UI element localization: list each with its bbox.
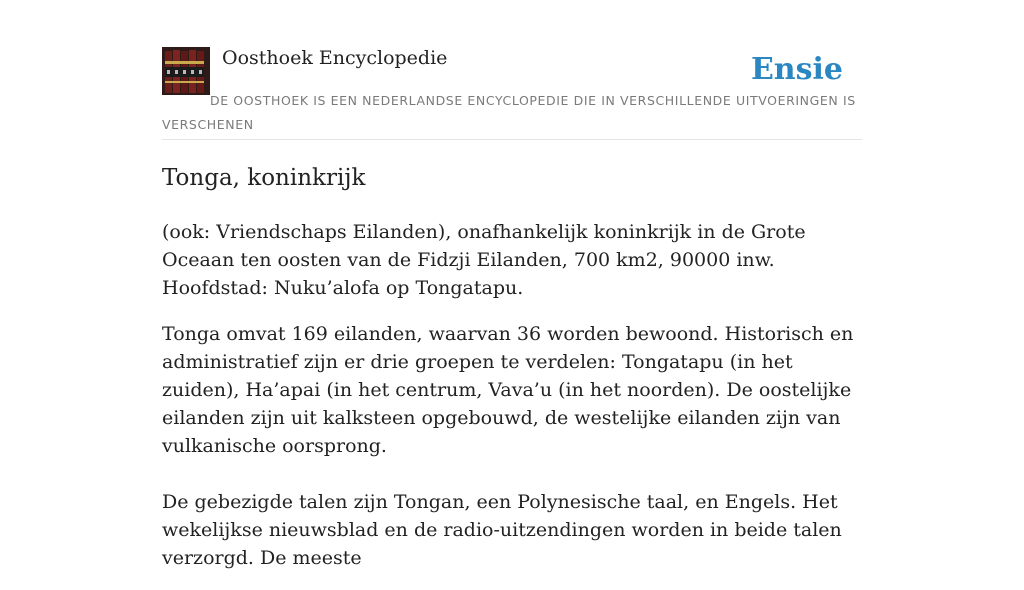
article-title: Tonga, koninkrijk	[162, 165, 366, 191]
site-title[interactable]: Oosthoek Encyclopedie	[222, 47, 448, 69]
article	[162, 160, 867, 590]
article-paragraph: De gebezigde talen zijn Tongan, een Polynesische taal, en Engels. Het wekelijkse nieuwsblad en de radio-uitzendingen worden in beide talen verzorgd. De meeste	[162, 491, 842, 569]
site-tagline: DE OOSTHOEK IS EEN NEDERLANDSE ENCYCLOPEDIE DIE IN VERSCHILLENDE UITVOERINGEN IS VERSCHENEN	[162, 93, 856, 132]
site-header	[162, 46, 862, 140]
article-paragraph: (ook: Vriendschaps Eilanden), onafhankelijk koninkrijk in de Grote Oceaan ten oosten van de Fidzji Eilanden, 700 km2, 90000 inw. Hoofdstad: Nuku’alofa op Tongatapu.	[162, 221, 806, 299]
article-paragraph: Tonga omvat 169 eilanden, waarvan 36 worden bewoond. Historisch en administratief zijn er drie groepen te verdelen: Tongatapu (in het zuiden), Ha’apai (in het centrum, Vava’u (in het noorden). De oostelijke eilanden zijn uit kalksteen opgebouwd, de westelijke eilanden zijn van vulkanische oorsprong.	[162, 323, 854, 457]
books-icon	[162, 47, 210, 95]
brand-logo[interactable]: Ensie	[750, 52, 843, 87]
encyclopedia-books-avatar[interactable]	[162, 47, 210, 95]
